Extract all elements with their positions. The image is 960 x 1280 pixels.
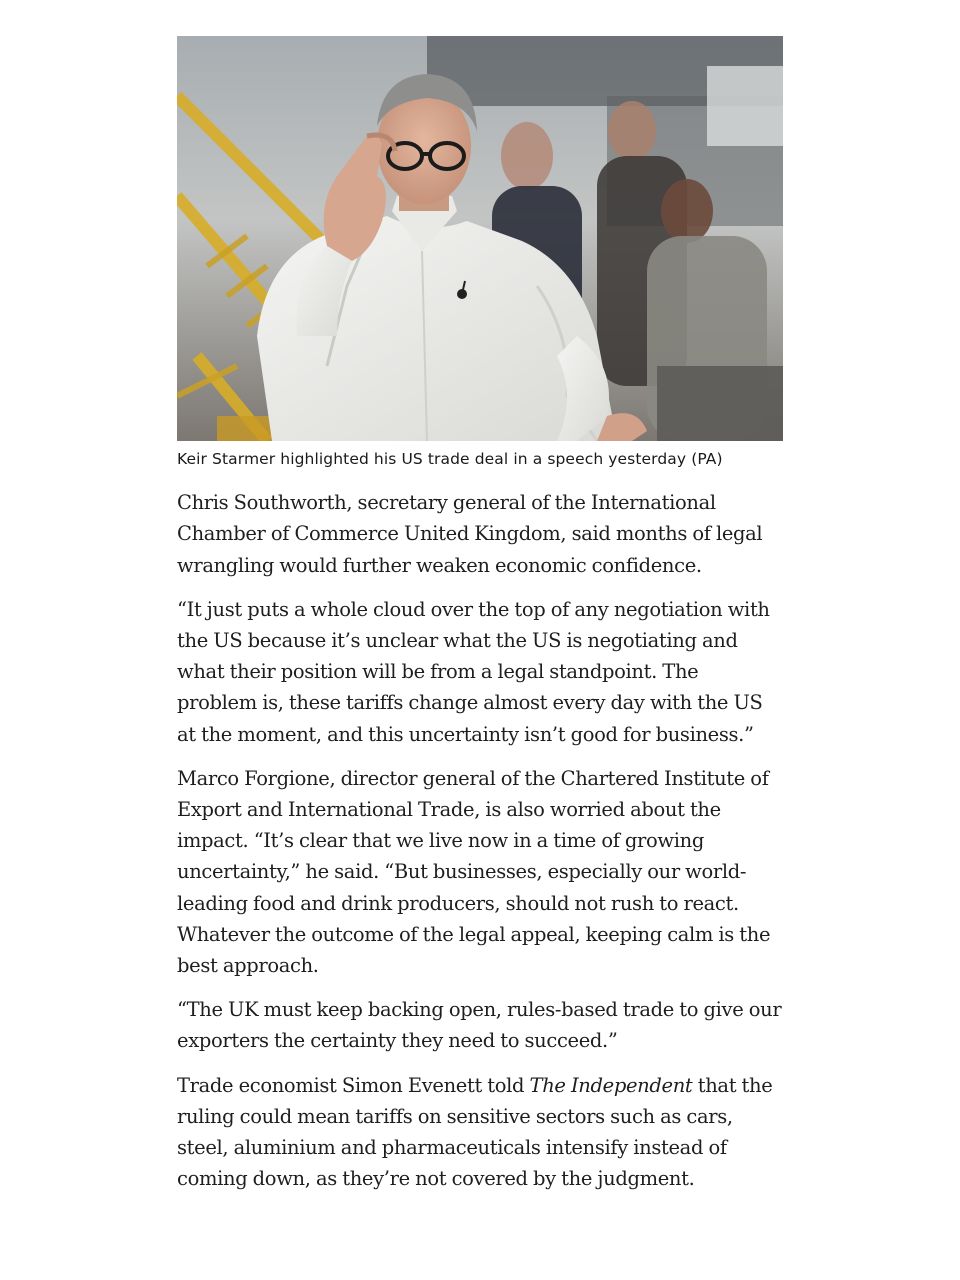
- article: [177, 36, 783, 1207]
- paragraph-evenett: [177, 1070, 783, 1195]
- paragraph-forgione-quote: “The UK must keep backing open, rules-based trade to give our exporters the certainty they need to succeed.”: [177, 998, 782, 1053]
- paragraph-southworth: Chris Southworth, secretary general of the International Chamber of Commerce United Kingdom, said months of legal wrangling would further weaken economic confidence.: [177, 491, 763, 577]
- paragraph-forgione: Marco Forgione, director general of the Chartered Institute of Export and International Trade, is also worried about the impact. “It’s clear that we live now in a time of growing uncertainty,” he said. “But businesses, especially our world-leading food and drink producers, should not rush to react. Whatever the outcome of the legal appeal, keeping calm is the best approach.: [177, 766, 771, 977]
- paragraph-evenett-before: Trade economist Simon Evenett told: [177, 1073, 530, 1097]
- article-photo: [177, 36, 783, 441]
- article-body: [177, 487, 783, 1194]
- photo-keir-starmer-icon: [177, 36, 783, 441]
- paragraph-southworth-quote: “It just puts a whole cloud over the top of any negotiation with the US because it’s unclear what the US is negotiating and what their position will be from a legal standpoint. The problem is, these tariffs change almost every day with the US at the moment, and this uncertainty isn’t good for business.”: [177, 597, 770, 746]
- paragraph-evenett-after: that the ruling could mean tariffs on sensitive sectors such as cars, steel, aluminium and pharmaceuticals intensify instead of coming down, as they’re not covered by the judgment.: [177, 1073, 773, 1191]
- photo-caption: Keir Starmer highlighted his US trade deal in a speech yesterday (PA): [177, 450, 723, 468]
- publication-name: The Independent: [529, 1073, 693, 1097]
